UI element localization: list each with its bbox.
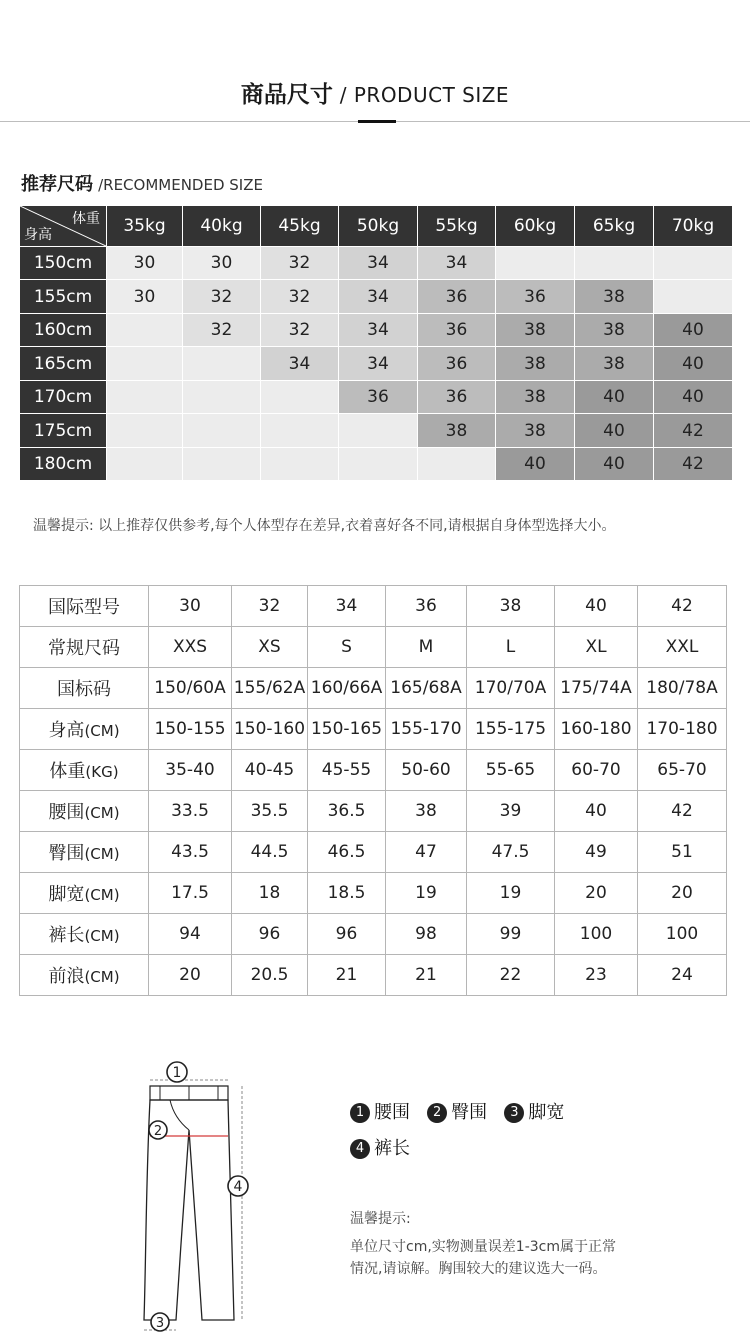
- marker-2: [149, 1121, 167, 1139]
- spec-cell: 21: [308, 955, 386, 996]
- recommended-heading-zh: 推荐尺码: [21, 174, 93, 195]
- spec-cell: 50-60: [386, 750, 467, 791]
- spec-row-label: [20, 586, 149, 627]
- spec-row-label: [20, 914, 149, 955]
- spec-cell: 170/70A: [467, 668, 555, 709]
- size-cell: 38: [418, 414, 495, 447]
- size-cell: 32: [261, 314, 338, 346]
- spec-row: [20, 668, 727, 709]
- spec-cell: 20: [149, 955, 232, 996]
- spec-cell: 42: [638, 586, 727, 627]
- spec-cell: 42: [638, 791, 727, 832]
- height-header: 150cm: [20, 247, 106, 279]
- size-cell: [107, 448, 182, 480]
- size-cell: 38: [575, 280, 653, 313]
- height-header: 175cm: [20, 414, 106, 447]
- spec-row-label-text: 前浪: [48, 966, 85, 987]
- spec-cell: 155/62A: [232, 668, 308, 709]
- spec-cell: XL: [555, 627, 638, 668]
- spec-cell: 40: [555, 791, 638, 832]
- spec-row-label-text: 国标码: [57, 679, 111, 700]
- marker-4: [228, 1176, 248, 1196]
- spec-cell: 100: [555, 914, 638, 955]
- weight-header: 50kg: [339, 206, 417, 246]
- size-cell: [654, 247, 732, 279]
- spec-row-label: [20, 750, 149, 791]
- marker-3-label: 3: [155, 1316, 165, 1331]
- spec-cell: 98: [386, 914, 467, 955]
- spec-cell: 39: [467, 791, 555, 832]
- measurement-tip-body: [350, 1236, 616, 1280]
- spec-cell: 24: [638, 955, 727, 996]
- spec-cell: 30: [149, 586, 232, 627]
- spec-cell: XS: [232, 627, 308, 668]
- spec-row-label-text: 常规尺码: [48, 638, 120, 659]
- size-cell: 34: [339, 314, 417, 346]
- size-cell: [418, 448, 495, 480]
- spec-cell: 155-175: [467, 709, 555, 750]
- spec-row-unit: (CM): [84, 968, 120, 986]
- size-cell: 42: [654, 448, 732, 480]
- size-cell: 36: [418, 280, 495, 313]
- spec-cell: 99: [467, 914, 555, 955]
- spec-cell: L: [467, 627, 555, 668]
- corner-height-label: 身高: [24, 227, 52, 243]
- legend-label-hip: 臀围: [451, 1102, 488, 1123]
- size-cell: 30: [107, 247, 182, 279]
- spec-row-unit: (CM): [84, 845, 120, 863]
- size-cell: 32: [183, 314, 260, 346]
- spec-row-unit: (KG): [85, 763, 119, 781]
- spec-cell: 96: [232, 914, 308, 955]
- spec-cell: 94: [149, 914, 232, 955]
- legend-item-hip: [427, 1102, 487, 1123]
- size-cell: 38: [496, 314, 574, 346]
- spec-cell: 180/78A: [638, 668, 727, 709]
- spec-cell: 47: [386, 832, 467, 873]
- spec-cell: 17.5: [149, 873, 232, 914]
- spec-cell: XXL: [638, 627, 727, 668]
- legend-item-waist: [350, 1102, 410, 1123]
- size-cell: [575, 247, 653, 279]
- size-cell: 36: [418, 314, 495, 346]
- size-cell: [261, 448, 338, 480]
- size-cell: 40: [575, 381, 653, 413]
- spec-row-label: [20, 791, 149, 832]
- weight-header: 65kg: [575, 206, 653, 246]
- size-cell: 32: [261, 280, 338, 313]
- spec-cell: 150-155: [149, 709, 232, 750]
- spec-row: [20, 832, 727, 873]
- recommended-size-grid: [20, 206, 732, 486]
- spec-row-label: [20, 709, 149, 750]
- spec-cell: 51: [638, 832, 727, 873]
- size-cell: [496, 247, 574, 279]
- spec-row-label-text: 身高: [48, 720, 85, 741]
- spec-row: [20, 873, 727, 914]
- spec-row-label-text: 体重: [49, 761, 86, 782]
- spec-cell: 100: [638, 914, 727, 955]
- spec-cell: 150-160: [232, 709, 308, 750]
- spec-row: [20, 586, 727, 627]
- marker-1: [167, 1062, 187, 1082]
- spec-cell: 65-70: [638, 750, 727, 791]
- spec-cell: 165/68A: [386, 668, 467, 709]
- legend-item-hem: [504, 1102, 564, 1123]
- legend-num-4: 4: [350, 1139, 370, 1159]
- recommended-heading-en: /RECOMMENDED SIZE: [98, 176, 263, 194]
- marker-1-label: 1: [172, 1065, 182, 1081]
- spec-cell: 33.5: [149, 791, 232, 832]
- spec-row-label-text: 腰围: [48, 802, 85, 823]
- spec-row-unit: (CM): [84, 886, 120, 904]
- legend-num-1: 1: [350, 1103, 370, 1123]
- weight-header: 60kg: [496, 206, 574, 246]
- spec-cell: 170-180: [638, 709, 727, 750]
- legend-num-2: 2: [427, 1103, 447, 1123]
- size-cell: 38: [496, 414, 574, 447]
- legend-label-hem: 脚宽: [528, 1102, 565, 1123]
- spec-row-label-text: 臀围: [48, 843, 85, 864]
- marker-4-label: 4: [233, 1179, 243, 1195]
- size-spec-table: [19, 585, 727, 996]
- recommendation-tip: 温馨提示: 以上推荐仅供参考,每个人体型存在差异,衣着喜好各不同,请根据自身体型选择大小。: [33, 518, 616, 534]
- size-cell: [261, 381, 338, 413]
- spec-cell: 34: [308, 586, 386, 627]
- grid-corner-cell: [20, 206, 106, 246]
- spec-row: [20, 709, 727, 750]
- size-cell: [183, 347, 260, 380]
- spec-cell: 46.5: [308, 832, 386, 873]
- size-cell: 40: [654, 314, 732, 346]
- size-cell: 30: [107, 280, 182, 313]
- height-header: 180cm: [20, 448, 106, 480]
- spec-row: [20, 627, 727, 668]
- weight-header: 70kg: [654, 206, 732, 246]
- spec-cell: 19: [467, 873, 555, 914]
- spec-cell: 22: [467, 955, 555, 996]
- marker-2-label: 2: [153, 1124, 163, 1139]
- legend-label-waist: 腰围: [374, 1102, 410, 1123]
- size-cell: [107, 414, 182, 447]
- spec-cell: 20.5: [232, 955, 308, 996]
- spec-row-unit: (CM): [84, 804, 120, 822]
- measurement-tip-title: 温馨提示:: [350, 1211, 411, 1227]
- weight-header: 45kg: [261, 206, 338, 246]
- spec-cell: 175/74A: [555, 668, 638, 709]
- size-cell: 32: [183, 280, 260, 313]
- size-cell: 36: [339, 381, 417, 413]
- spec-cell: 20: [555, 873, 638, 914]
- spec-row: [20, 791, 727, 832]
- size-cell: 40: [654, 381, 732, 413]
- spec-row-label-text: 国际型号: [48, 597, 120, 618]
- spec-row: [20, 955, 727, 996]
- size-cell: 38: [575, 314, 653, 346]
- size-cell: [183, 448, 260, 480]
- size-cell: [107, 381, 182, 413]
- size-cell: 36: [418, 347, 495, 380]
- weight-header: 40kg: [183, 206, 260, 246]
- size-cell: 40: [575, 414, 653, 447]
- spec-row-unit: (CM): [84, 927, 120, 945]
- size-cell: 38: [496, 347, 574, 380]
- spec-cell: 44.5: [232, 832, 308, 873]
- spec-row-label: [20, 955, 149, 996]
- spec-cell: 40: [555, 586, 638, 627]
- spec-cell: S: [308, 627, 386, 668]
- recommended-size-heading: [21, 170, 263, 196]
- spec-cell: 18: [232, 873, 308, 914]
- spec-cell: 18.5: [308, 873, 386, 914]
- size-cell: 40: [496, 448, 574, 480]
- spec-cell: 160/66A: [308, 668, 386, 709]
- spec-row-label: [20, 627, 149, 668]
- spec-cell: 150-165: [308, 709, 386, 750]
- pants-measurement-diagram: [130, 1058, 270, 1340]
- legend-num-3: 3: [504, 1103, 524, 1123]
- size-cell: [654, 280, 732, 313]
- measurement-tip-line-2: 情况,请谅解。胸围较大的建议选大一码。: [350, 1261, 607, 1277]
- spec-cell: 160-180: [555, 709, 638, 750]
- height-header: 170cm: [20, 381, 106, 413]
- height-header: 165cm: [20, 347, 106, 380]
- page-title-en: / PRODUCT SIZE: [332, 83, 510, 107]
- spec-cell: XXS: [149, 627, 232, 668]
- size-cell: 38: [496, 381, 574, 413]
- spec-cell: 150/60A: [149, 668, 232, 709]
- corner-weight-label: 体重: [72, 211, 100, 227]
- spec-cell: 32: [232, 586, 308, 627]
- size-cell: [261, 414, 338, 447]
- spec-row-label: [20, 832, 149, 873]
- size-cell: [107, 347, 182, 380]
- spec-cell: M: [386, 627, 467, 668]
- spec-cell: 60-70: [555, 750, 638, 791]
- spec-row-unit: (CM): [84, 722, 120, 740]
- weight-header: 55kg: [418, 206, 495, 246]
- spec-cell: 96: [308, 914, 386, 955]
- size-cell: 34: [261, 347, 338, 380]
- spec-row-label: [20, 873, 149, 914]
- size-cell: 30: [183, 247, 260, 279]
- height-header: 155cm: [20, 280, 106, 313]
- size-cell: 38: [575, 347, 653, 380]
- legend-row-1: [350, 1098, 564, 1124]
- spec-row: [20, 750, 727, 791]
- size-cell: 36: [496, 280, 574, 313]
- height-header: 160cm: [20, 314, 106, 346]
- size-cell: 34: [339, 247, 417, 279]
- size-cell: 40: [575, 448, 653, 480]
- spec-cell: 49: [555, 832, 638, 873]
- size-cell: 36: [418, 381, 495, 413]
- size-cell: 42: [654, 414, 732, 447]
- size-cell: 34: [339, 280, 417, 313]
- spec-cell: 47.5: [467, 832, 555, 873]
- spec-cell: 38: [386, 791, 467, 832]
- spec-row-label: [20, 668, 149, 709]
- weight-header: 35kg: [107, 206, 182, 246]
- legend-label-length: 裤长: [374, 1138, 410, 1159]
- spec-cell: 43.5: [149, 832, 232, 873]
- legend-item-length: [350, 1138, 410, 1159]
- spec-row-label-text: 脚宽: [48, 884, 85, 905]
- spec-cell: 35-40: [149, 750, 232, 791]
- size-cell: 32: [261, 247, 338, 279]
- spec-cell: 20: [638, 873, 727, 914]
- spec-cell: 19: [386, 873, 467, 914]
- spec-row: [20, 914, 727, 955]
- size-cell: [183, 414, 260, 447]
- spec-cell: 155-170: [386, 709, 467, 750]
- spec-cell: 38: [467, 586, 555, 627]
- size-cell: 40: [654, 347, 732, 380]
- spec-cell: 45-55: [308, 750, 386, 791]
- spec-row-label-text: 裤长: [48, 925, 85, 946]
- spec-cell: 36.5: [308, 791, 386, 832]
- spec-cell: 23: [555, 955, 638, 996]
- measurement-tip-line-1: 单位尺寸cm,实物测量误差1-3cm属于正常: [350, 1239, 616, 1255]
- spec-cell: 55-65: [467, 750, 555, 791]
- size-cell: [339, 448, 417, 480]
- size-cell: 34: [418, 247, 495, 279]
- page-title: [0, 76, 750, 109]
- size-cell: [339, 414, 417, 447]
- header-accent-bar: [358, 120, 396, 123]
- spec-cell: 36: [386, 586, 467, 627]
- page-title-zh: 商品尺寸: [240, 82, 333, 108]
- size-cell: [183, 381, 260, 413]
- legend-row-2: [350, 1134, 410, 1160]
- spec-cell: 35.5: [232, 791, 308, 832]
- spec-cell: 40-45: [232, 750, 308, 791]
- marker-3: [151, 1313, 169, 1331]
- spec-cell: 21: [386, 955, 467, 996]
- size-cell: 34: [339, 347, 417, 380]
- size-cell: [107, 314, 182, 346]
